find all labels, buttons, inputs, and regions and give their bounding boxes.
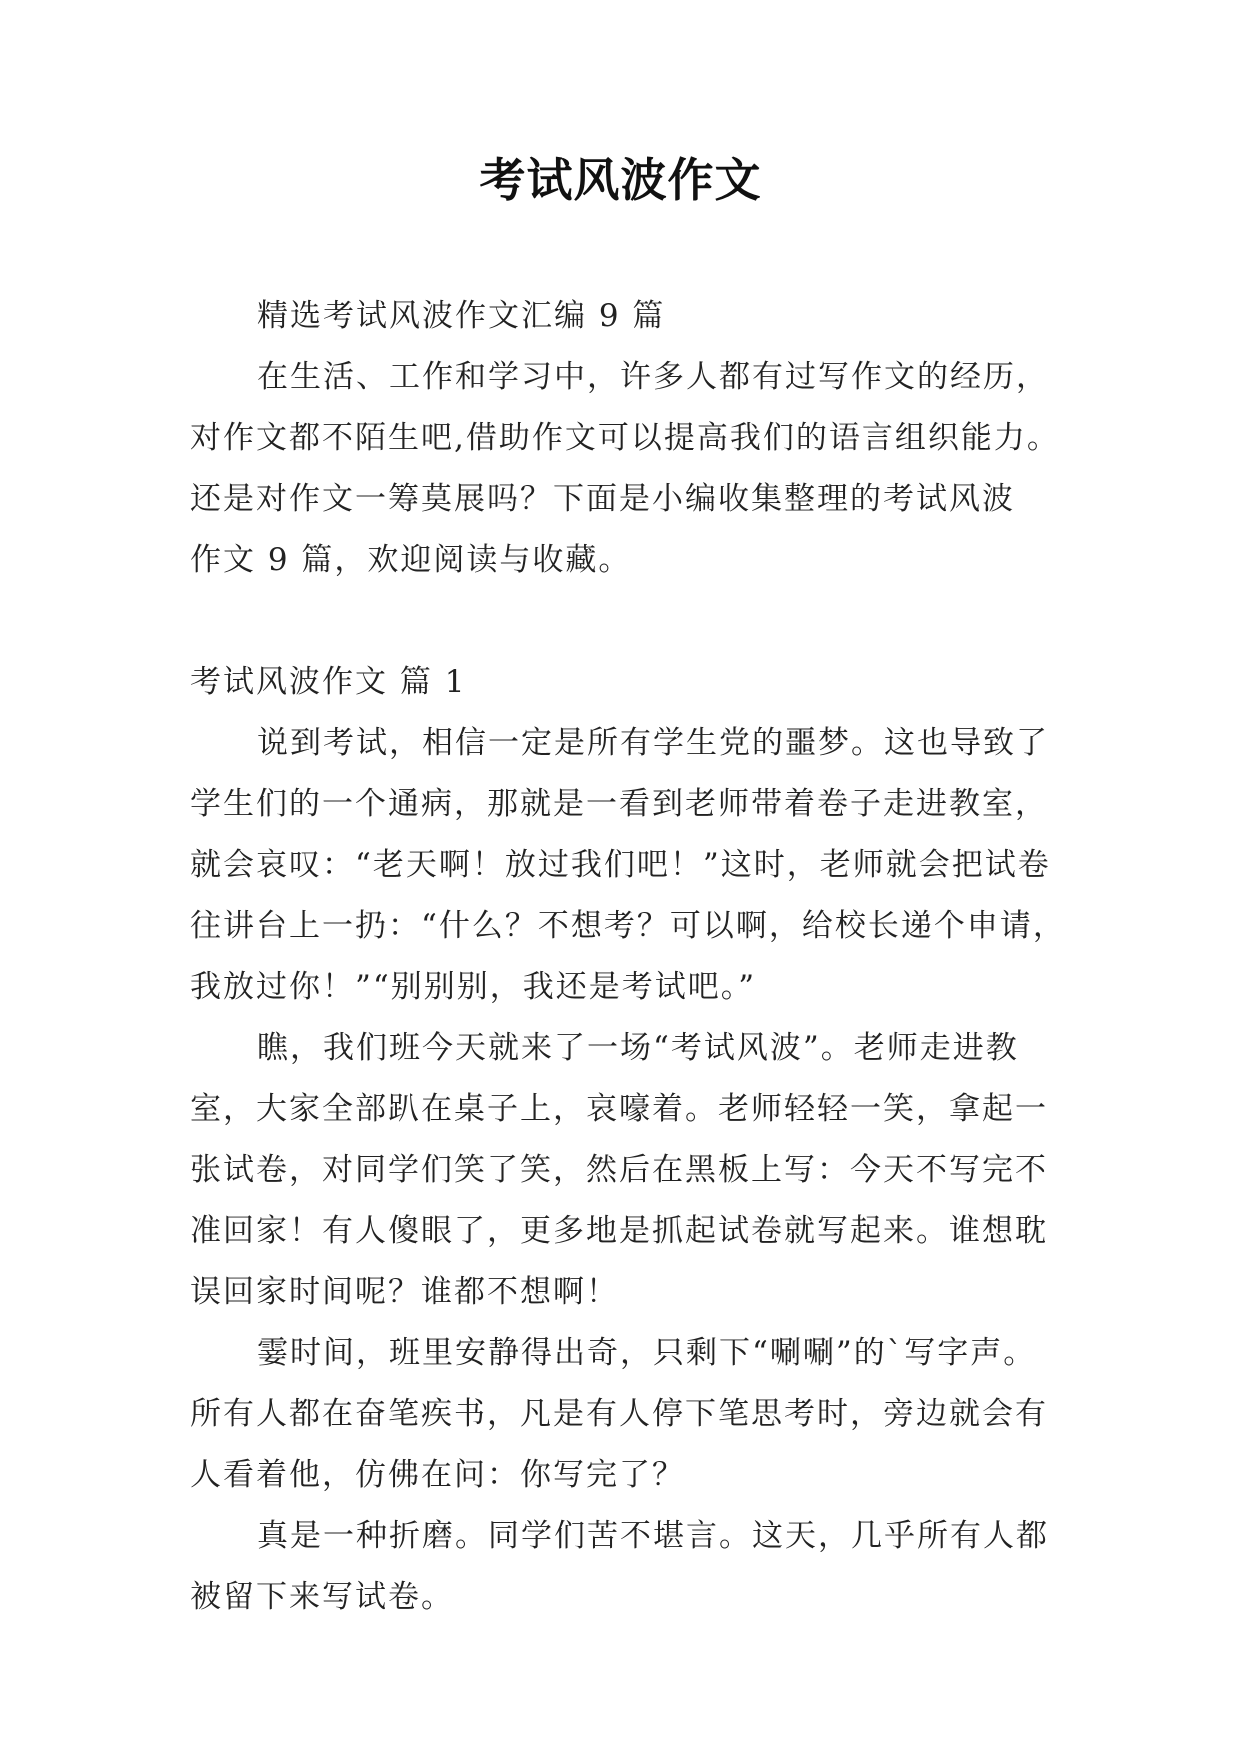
text-line: 还是对作文一筹莫展吗？下面是小编收集整理的考试风波 — [190, 481, 1015, 517]
text-line: 室，大家全部趴在桌子上，哀嚎着。老师轻轻一笑，拿起一 — [190, 1091, 1048, 1127]
text-line: 学生们的一个通病，那就是一看到老师带着卷子走进教室， — [190, 786, 1048, 822]
text-line: 人看着他，仿佛在问：你写完了？ — [190, 1457, 685, 1493]
text-line: 在生活、工作和学习中，许多人都有过写作文的经历， — [257, 359, 1049, 395]
text-line: 作文 9 篇，欢迎阅读与收藏。 — [190, 542, 632, 578]
text-line: 往讲台上一扔：“什么？不想考？可以啊，给校长递个申请， — [190, 908, 1066, 944]
paragraph-1 — [190, 713, 1080, 1018]
intro-paragraph — [190, 347, 1080, 591]
text-line: 真是一种折磨。同学们苦不堪言。这天，几乎所有人都 — [257, 1518, 1049, 1554]
paragraph-3 — [190, 1323, 1080, 1506]
document-subtitle: 精选考试风波作文汇编 9 篇 — [257, 298, 666, 334]
text-line: 就会哀叹：“老天啊！放过我们吧！”这时，老师就会把试卷 — [190, 847, 1051, 883]
document-title: 考试风波作文 — [479, 153, 762, 207]
text-line: 瞧，我们班今天就来了一场“考试风波”。老师走进教 — [257, 1030, 1019, 1066]
text-line: 对作文都不陌生吧,借助作文可以提高我们的语言组织能力。 — [190, 420, 1060, 456]
document-body — [190, 286, 1080, 1628]
text-line: 说到考试，相信一定是所有学生党的噩梦。这也导致了 — [257, 725, 1049, 761]
text-line: 我放过你！”“别别别，我还是考试吧。” — [190, 969, 757, 1005]
text-line: 准回家！有人傻眼了，更多地是抓起试卷就写起来。谁想耽 — [190, 1213, 1048, 1249]
text-line: 被留下来写试卷。 — [190, 1579, 454, 1615]
section-heading: 考试风波作文 篇 1 — [190, 664, 467, 700]
text-line: 误回家时间呢？谁都不想啊！ — [190, 1274, 619, 1310]
text-line: 所有人都在奋笔疾书，凡是有人停下笔思考时，旁边就会有 — [190, 1396, 1048, 1432]
paragraph-2 — [190, 1018, 1080, 1323]
text-line: 霎时间，班里安静得出奇，只剩下“唰唰”的`写字声。 — [257, 1335, 1037, 1371]
text-line: 张试卷，对同学们笑了笑，然后在黑板上写：今天不写完不 — [190, 1152, 1048, 1188]
paragraph-4 — [190, 1506, 1080, 1628]
